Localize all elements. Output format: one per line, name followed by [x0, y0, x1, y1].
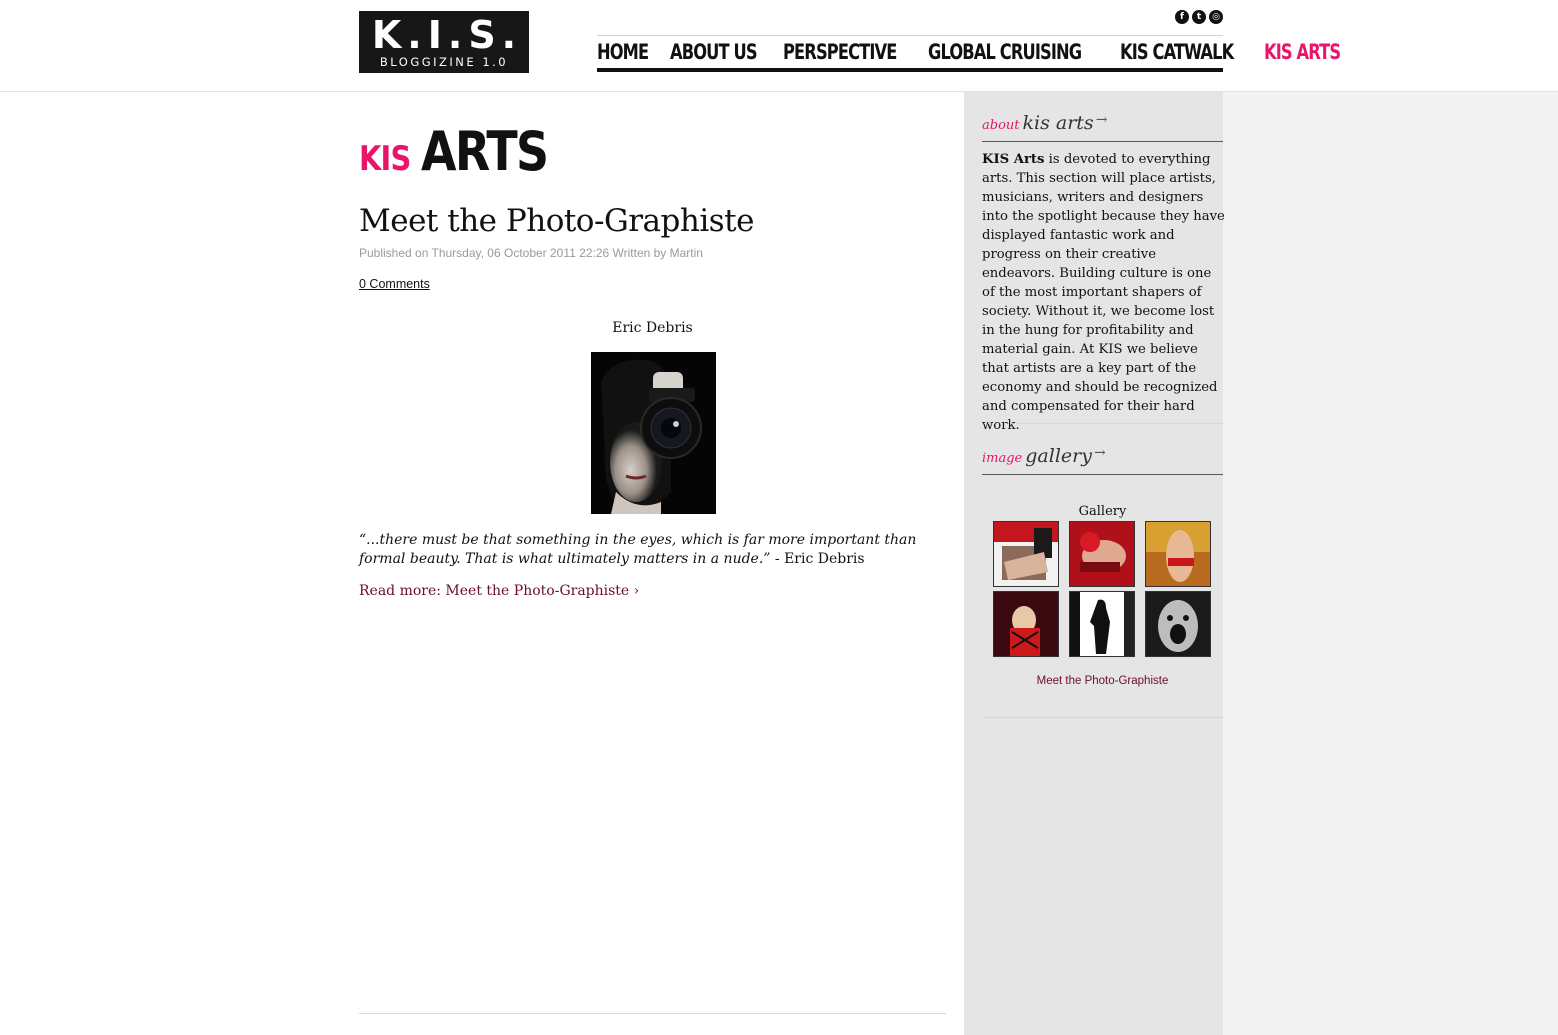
nav-item-about-us[interactable]: ABOUT US: [669, 40, 757, 64]
nav-item-kis-arts[interactable]: KIS ARTS: [1264, 40, 1341, 64]
about-heading-small: about: [982, 118, 1020, 133]
arrow-right-icon: →: [1093, 445, 1106, 461]
section-title-main: ARTS: [421, 120, 548, 183]
article-quote: [359, 531, 949, 569]
gallery-caption-link[interactable]: Meet the Photo-Graphiste: [1036, 675, 1169, 687]
sidebar-dotted-divider: [982, 717, 1223, 718]
article-title[interactable]: Meet the Photo-Graphiste: [359, 203, 754, 239]
logo-title: K.I.S.: [371, 13, 523, 57]
site-logo[interactable]: [359, 11, 529, 73]
gallery-thumbnails: [993, 521, 1213, 657]
nav-bottom-bar: [597, 68, 1223, 72]
article-meta: Published on Thursday, 06 October 2011 22:26 Written by Martin: [359, 246, 703, 260]
gallery-heading-big: gallery: [1025, 445, 1092, 467]
gallery-thumbnail[interactable]: [1145, 521, 1211, 587]
comments-link[interactable]: 0 Comments: [359, 277, 430, 291]
main-nav: [597, 37, 1341, 67]
nav-top-divider: [597, 35, 1223, 36]
facebook-icon[interactable]: f: [1175, 10, 1189, 24]
nav-item-home[interactable]: HOME: [597, 40, 649, 64]
about-text-body: is devoted to everything arts. This section will place artists, musicians, writers and designers into the spotlight because they have displayed fantastic work and progress on their creative endeavors. Building culture is one of the most important shapers of society. Without it, we become lost in the hung for profitability and material gain. At KIS we believe that artists are a key part of the economy and should be recognized and compensated for their hard work.: [982, 152, 1225, 433]
twitter-icon[interactable]: t: [1192, 10, 1206, 24]
section-title-prefix: KIS: [359, 139, 411, 179]
gallery-label: Gallery: [1078, 504, 1127, 519]
page-background-right: [1223, 92, 1558, 1035]
main-bottom-divider: [359, 1013, 946, 1014]
sidebar-dotted-divider: [982, 423, 1223, 424]
read-more-link[interactable]: Read more: Meet the Photo-Graphiste ›: [359, 583, 640, 599]
photographer-portrait: [591, 352, 716, 514]
gallery-heading[interactable]: [982, 445, 1106, 467]
about-heading-big: kis arts: [1022, 112, 1094, 134]
nav-item-kis-catwalk[interactable]: KIS CATWALK: [1119, 40, 1233, 64]
gallery-thumbnail[interactable]: [1069, 521, 1135, 587]
photo-caption: Eric Debris: [612, 320, 693, 336]
about-text: [982, 150, 1226, 435]
arrow-right-icon: →: [1095, 112, 1108, 128]
gallery-heading-underline: [982, 474, 1223, 475]
gallery-thumbnail[interactable]: [993, 591, 1059, 657]
gallery-thumbnail[interactable]: [1069, 591, 1135, 657]
gallery-thumbnail[interactable]: [1145, 591, 1211, 657]
header-divider: [0, 91, 1558, 92]
nav-item-global-cruising[interactable]: GLOBAL CRUISING: [928, 40, 1082, 64]
about-heading-underline: [982, 141, 1223, 142]
section-title: [359, 120, 570, 183]
about-heading[interactable]: [982, 112, 1107, 134]
about-text-bold: KIS Arts: [982, 152, 1045, 167]
social-links: [1175, 10, 1223, 24]
logo-subtitle: BLOGGIZINE 1.0: [379, 55, 509, 69]
rss-icon[interactable]: ◎: [1209, 10, 1223, 24]
gallery-heading-small: image: [982, 451, 1023, 466]
gallery-thumbnail[interactable]: [993, 521, 1059, 587]
quote-text: “...there must be that something in the eyes, which is far more important than formal beauty. That is what ultimately matters in a nude.”: [359, 532, 917, 567]
nav-item-perspective[interactable]: PERSPECTIVE: [783, 40, 897, 64]
quote-author: - Eric Debris: [770, 551, 865, 567]
